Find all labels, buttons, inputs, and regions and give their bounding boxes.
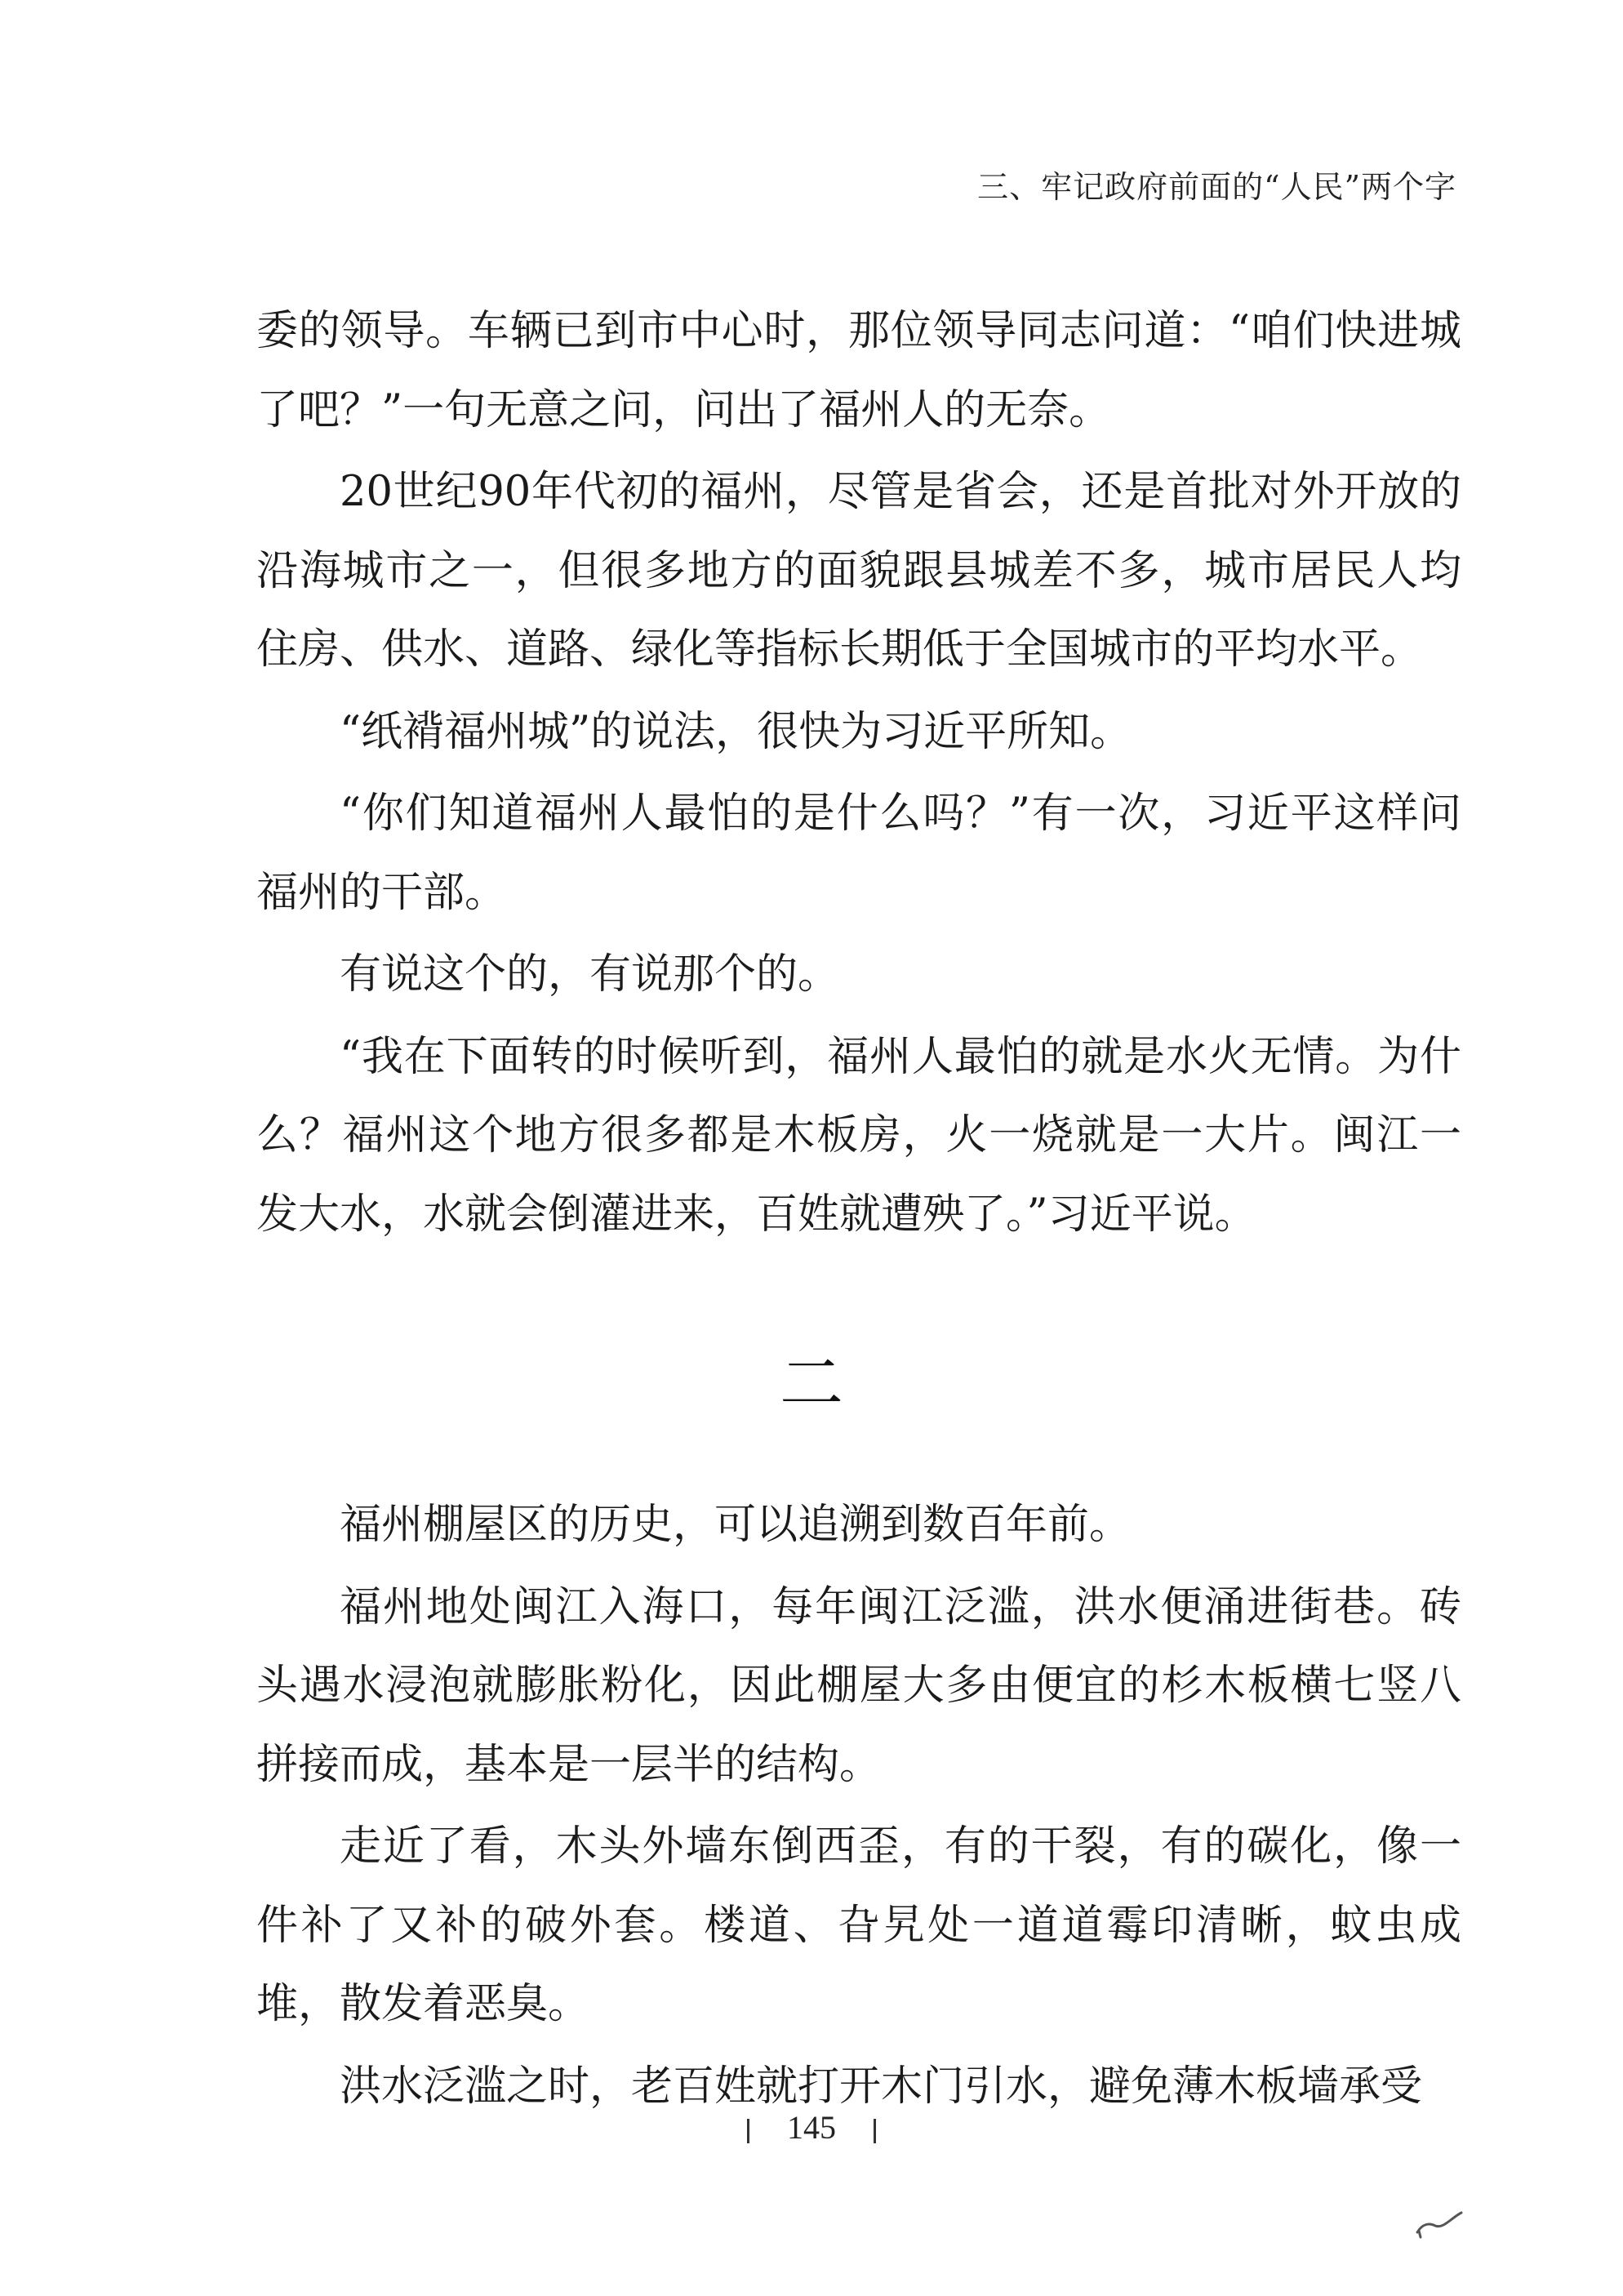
paragraph: 福州棚屋区的历史，可以追溯到数百年前。 [340, 1501, 1132, 1549]
scan-artifact-mark [1411, 2206, 1468, 2239]
paragraph: “我在下面转的时候听到，福州人最怕的就是水火无情。为什么？福州这个地方很多都是木板房，火一烧就是一大片。闽江一发大水，水就会倒灌进来，百姓就遭殃了。”习近平说。 [256, 1032, 1461, 1239]
folio-bar-left [747, 2119, 749, 2143]
paragraph: 有说这个的，有说那个的。 [340, 950, 840, 999]
paragraph: “你们知道福州人最怕的是什么吗？”有一次，习近平这样问福州的干部。 [256, 790, 1461, 917]
section-two-body [256, 1486, 1461, 2129]
paragraph: 20世纪90年代初的福州，尽管是省会，还是首批对外开放的沿海城市之一，但很多地方的面貌跟县城差不多，城市居民人均住房、供水、道路、绿化等指标长期低于全国城市的平均水平。 [256, 468, 1461, 674]
paragraph: “纸褙福州城”的说法，很快为习近平所知。 [340, 707, 1132, 756]
paragraph: 委的领导。车辆已到市中心时，那位领导同志问道：“咱们快进城了吧？”一句无意之问，问出了福州人的无奈。 [256, 307, 1461, 434]
section-heading: 二 [779, 1347, 843, 1421]
section-one-body [256, 292, 1461, 1257]
paragraph: 洪水泛滥之时，老百姓就打开木门引水，避免薄木板墙承受 [340, 2062, 1423, 2111]
paragraph: 福州地处闽江入海口，每年闽江泛滥，洪水便涌进街巷。砖头遇水浸泡就膨胀粉化，因此棚屋大多由便宜的杉木板横七竖八拼接而成，基本是一层半的结构。 [256, 1582, 1461, 1789]
paragraph: 走近了看，木头外墙东倒西歪，有的干裂，有的碳化，像一件补了又补的破外套。楼道、旮旯处一道道霉印清晰，蚊虫成堆，散发着恶臭。 [256, 1822, 1461, 2028]
running-header: 三、牢记政府前面的“人民”两个字 [977, 169, 1456, 205]
folio-bar-right [874, 2119, 876, 2143]
page-footer [0, 2108, 1623, 2147]
page-number: 145 [787, 2109, 836, 2146]
